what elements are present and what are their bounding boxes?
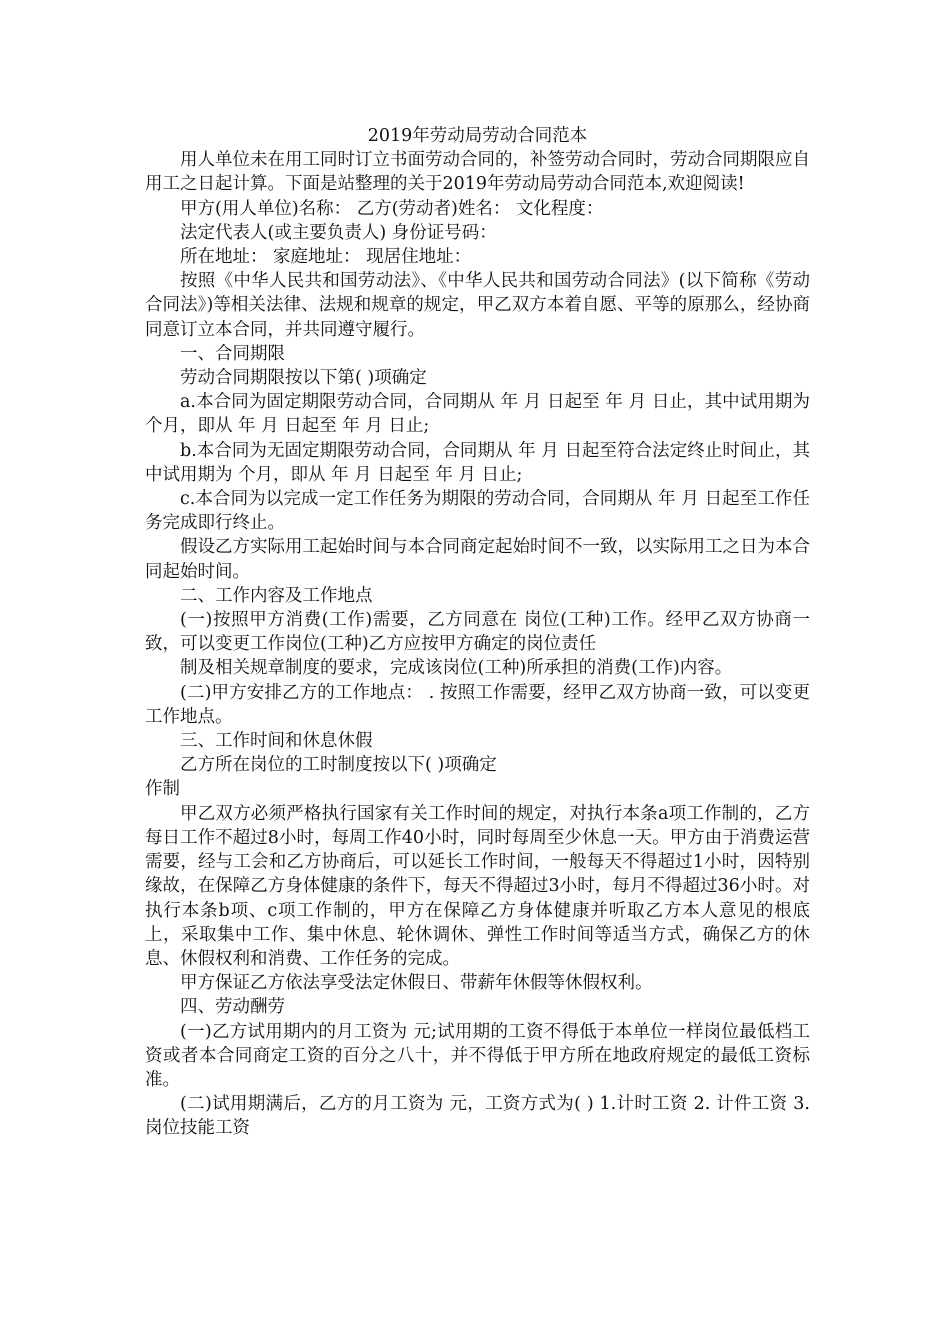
paragraph: 法定代表人(或主要负责人) 身份证号码： [180,222,497,243]
paragraph: (二)甲方安排乙方的工作地点： . 按照工作需要，经甲乙双方协商一致，可以变更工作地点。 [145,682,810,727]
paragraph: 按照《中华人民共和国劳动法》、《中华人民共和国劳动合同法》(以下简称《劳动合同法》)等相关法律、法规和规章的规定，甲乙双方本着自愿、平等的原那么，经协商同意订立本合同，并共同遵守履行。 [145,271,810,340]
paragraph: 乙方所在岗位的工时制度按以下( )项确定 [180,755,497,776]
paragraph: 所在地址： 家庭地址： 现居住地址： [180,247,472,268]
paragraph: c.本合同为以完成一定工作任务为期限的劳动合同，合同期从 年 月 日起至工作任务完成即行终止。 [145,489,810,534]
paragraph: 制及相关规章制度的要求，完成该岗位(工种)所承担的消费(工作)内容。 [180,658,733,679]
paragraph: a.本合同为固定期限劳动合同，合同期从 年 月 日起至 年 月 日止，其中试用期为 个月，即从 年 月 日起至 年 月 日止; [145,392,810,437]
paragraph: (一)乙方试用期内的月工资为 元;试用期的工资不得低于本单位一样岗位最低档工资或者本合同商定工资的百分之八十，并不得低于甲方所在地政府规定的最低工资标准。 [145,1021,810,1090]
paragraph: 甲方保证乙方依法享受法定休假日、带薪年休假等休假权利。 [180,973,653,994]
paragraph: 三、工作时间和休息休假 [180,731,373,752]
paragraph: 用人单位未在用工同时订立书面劳动合同的，补签劳动合同时，劳动合同期限应自用工之日起计算。下面是站整理的关于2019年劳动局劳动合同范本,欢迎阅读! [145,150,810,195]
paragraph: 甲方(用人单位)名称： 乙方(劳动者)姓名： 文化程度： [180,198,604,219]
document-title: 2019年劳动局劳动合同范本 [367,126,588,146]
paragraph: 一、合同期限 [180,343,285,364]
paragraph: (二)试用期满后，乙方的月工资为 元，工资方式为( ) 1.计时工资 2. 计件工资 3. 岗位技能工资 [145,1094,810,1139]
document-body [145,148,810,1140]
paragraph: 劳动合同期限按以下第( )项确定 [180,368,427,389]
paragraph: b.本合同为无固定期限劳动合同，合同期从 年 月 日起至符合法定终止时间止，其中试用期为 个月，即从 年 月 日起至 年 月 日止; [145,440,810,485]
paragraph: 甲乙双方必须严格执行国家有关工作时间的规定，对执行本条a项工作制的，乙方每日工作不超过8小时，每周工作40小时，同时每周至少休息一天。甲方由于消费运营需要，经与工会和乙方协商后，可以延长工作时间，一般每天不得超过1小时，因特别缘故，在保障乙方身体健康的条件下，每天不得超过3小时，每月不得超过36小时。对执行本条b项、c项工作制的，甲方在保障乙方身体健康并听取乙方本人意见的根底上，采取集中工作、集中休息、轮休调休、弹性工作时间等适当方式，确保乙方的休息、休假权利和消费、工作任务的完成。 [145,803,810,969]
document-page [145,124,810,1141]
paragraph: 假设乙方实际用工起始时间与本合同商定起始时间不一致，以实际用工之日为本合同起始时间。 [145,537,810,582]
paragraph: 二、工作内容及工作地点 [180,585,373,606]
paragraph: (一)按照甲方消费(工作)需要，乙方同意在 岗位(工种)工作。经甲乙双方协商一致，可以变更工作岗位(工种)乙方应按甲方确定的岗位责任 [145,610,810,655]
paragraph: 四、劳动酬劳 [180,997,285,1018]
paragraph: 作制 [145,779,180,800]
